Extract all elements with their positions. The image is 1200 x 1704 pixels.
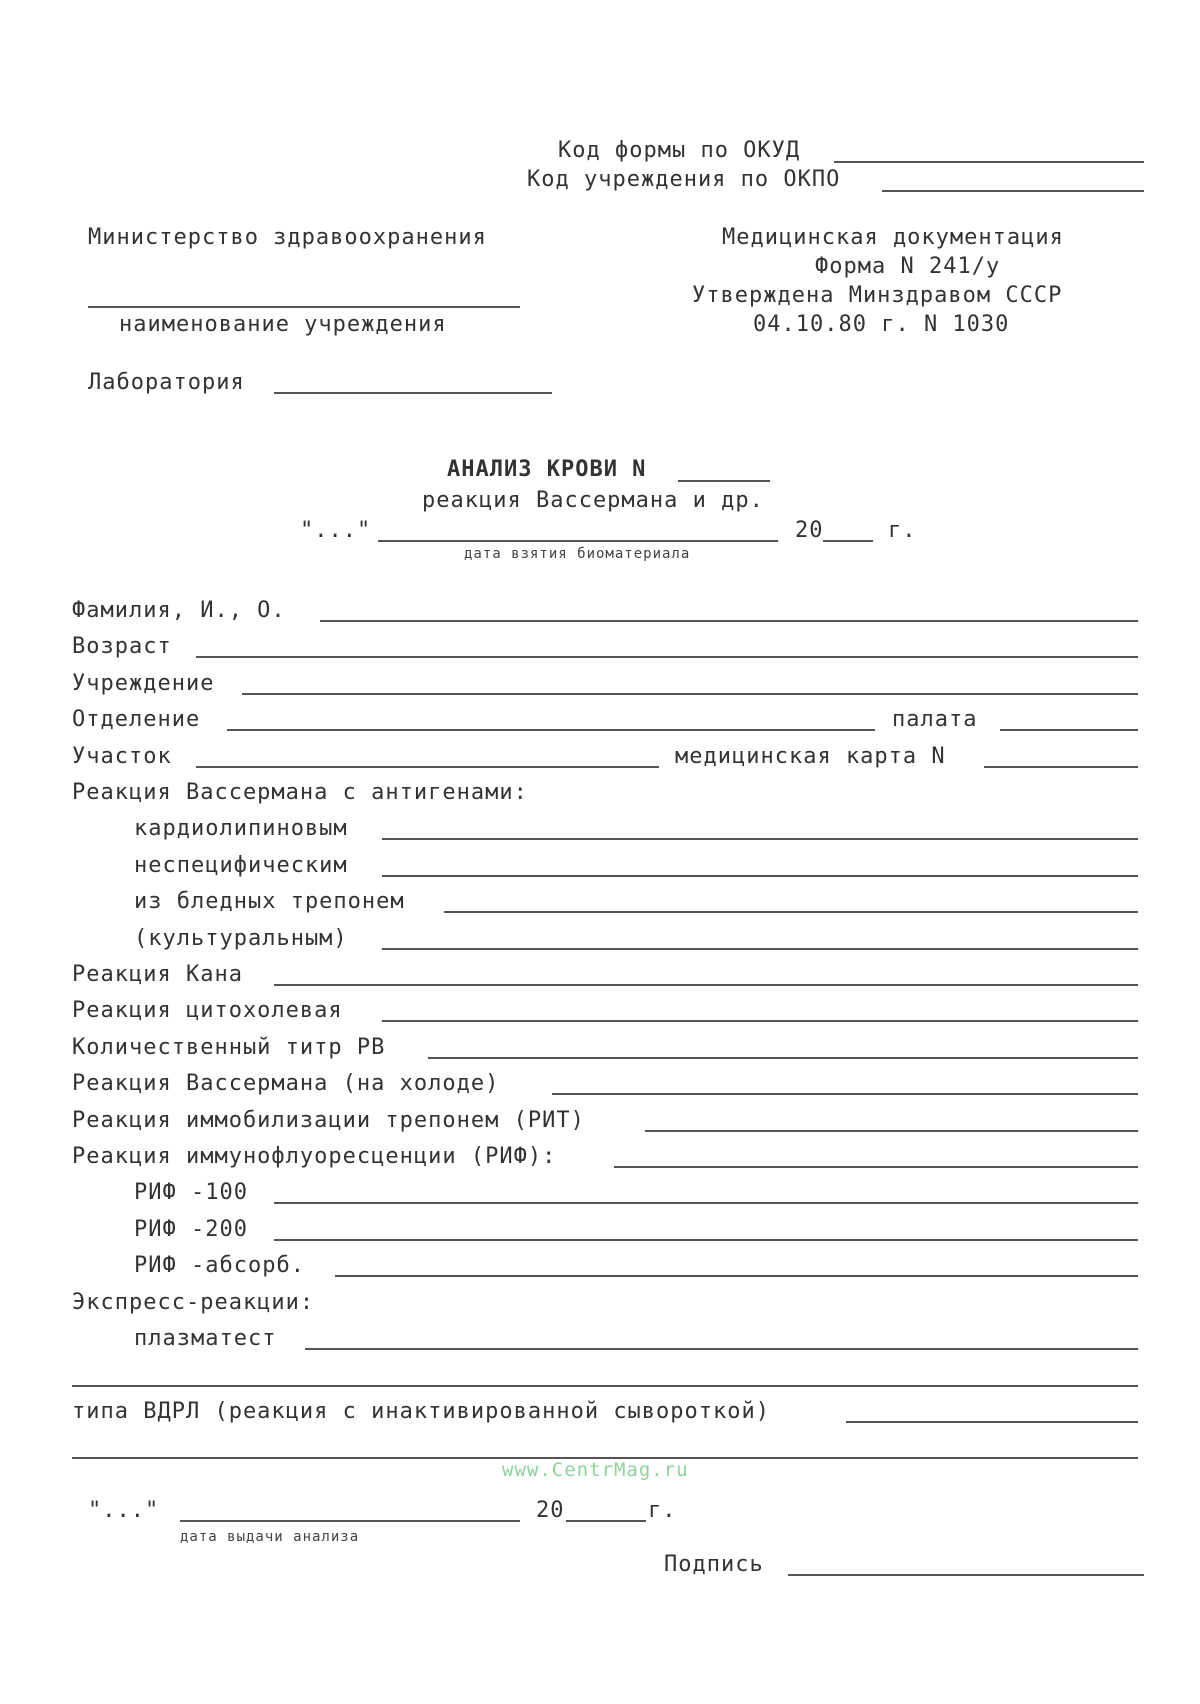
ministry-label: Министерство здравоохранения	[88, 225, 487, 250]
rif-label: Реакция иммунофлуоресценции (РИФ):	[72, 1144, 557, 1169]
rif100-field[interactable]	[274, 1202, 1138, 1204]
cardiolipin-field[interactable]	[382, 838, 1138, 840]
rif200-field[interactable]	[274, 1239, 1138, 1241]
rif200-label: РИФ -200	[134, 1217, 248, 1242]
okud-field[interactable]	[834, 161, 1144, 163]
fio-label: Фамилия, И., О.	[72, 598, 286, 623]
okpo-label: Код учреждения по ОКПО	[527, 167, 841, 192]
year-prefix: 20	[795, 518, 824, 543]
issue-date-caption: дата выдачи анализа	[180, 1529, 360, 1545]
kahn-label: Реакция Кана	[72, 962, 243, 987]
year-field[interactable]	[823, 540, 873, 542]
department-label: Отделение	[72, 707, 201, 732]
institution-label: Учреждение	[72, 671, 215, 696]
district-field[interactable]	[196, 766, 659, 768]
issue-year-field[interactable]	[566, 1520, 646, 1522]
page-subtitle: реакция Вассермана и др.	[422, 488, 764, 513]
wasserman-cold-label: Реакция Вассермана (на холоде)	[72, 1071, 500, 1096]
cultural-label: (культуральным)	[134, 926, 348, 951]
ward-label: палата	[892, 707, 978, 732]
institution-name-caption: наименование учреждения	[119, 312, 447, 337]
okud-label: Код формы по ОКУД	[558, 138, 801, 163]
wasserman-cold-field[interactable]	[552, 1093, 1138, 1095]
plasmatest-label: плазматест	[134, 1326, 277, 1351]
page-title: АНАЛИЗ КРОВИ N	[447, 457, 647, 482]
cardiolipin-label: кардиолипиновым	[134, 816, 348, 841]
laboratory-field[interactable]	[274, 392, 552, 394]
issue-year-suffix: г.	[648, 1498, 677, 1523]
med-card-field[interactable]	[984, 766, 1138, 768]
age-field[interactable]	[196, 656, 1138, 658]
form-number: Форма N 241/у	[815, 254, 1001, 279]
rif-abs-label: РИФ -абсорб.	[134, 1253, 305, 1278]
year-suffix: г.	[888, 518, 917, 543]
collection-date-field[interactable]	[378, 540, 778, 542]
nonspecific-field[interactable]	[382, 875, 1138, 877]
analysis-number-field[interactable]	[678, 480, 770, 482]
nonspecific-label: неспецифическим	[134, 853, 348, 878]
titer-label: Количественный титр РВ	[72, 1035, 386, 1060]
kahn-field[interactable]	[274, 984, 1138, 986]
signature-field[interactable]	[788, 1574, 1144, 1576]
vdrl-label: типа ВДРЛ (реакция с инактивированной сывороткой)	[72, 1399, 771, 1424]
issue-date-quote: "..."	[88, 1498, 160, 1523]
issue-date-field[interactable]	[180, 1520, 520, 1522]
collection-date-caption: дата взятия биоматериала	[464, 546, 691, 562]
date-quote: "..."	[300, 518, 372, 543]
department-field[interactable]	[227, 729, 875, 731]
rit-field[interactable]	[645, 1130, 1138, 1132]
approval-date: 04.10.80 г. N 1030	[753, 312, 1010, 337]
cultural-field[interactable]	[382, 948, 1138, 950]
pale-treponema-field[interactable]	[444, 911, 1138, 913]
laboratory-label: Лаборатория	[88, 370, 245, 395]
fio-field[interactable]	[320, 620, 1138, 622]
rit-label: Реакция иммобилизации трепонем (РИТ)	[72, 1108, 585, 1133]
med-card-label: медицинская карта N	[675, 744, 946, 769]
ward-field[interactable]	[1000, 729, 1138, 731]
age-label: Возраст	[72, 634, 172, 659]
cytocholic-label: Реакция цитохолевая	[72, 998, 343, 1023]
rif100-label: РИФ -100	[134, 1180, 248, 1205]
signature-label: Подпись	[664, 1552, 764, 1577]
plasmatest-continuation-field[interactable]	[72, 1385, 1138, 1387]
approved-by: Утверждена Минздравом СССР	[692, 283, 1063, 308]
institution-field[interactable]	[242, 693, 1138, 695]
okpo-field[interactable]	[882, 190, 1144, 192]
med-doc-label: Медицинская документация	[722, 225, 1064, 250]
pale-treponema-label: из бледных трепонем	[134, 889, 405, 914]
cytocholic-field[interactable]	[382, 1020, 1138, 1022]
district-label: Участок	[72, 744, 172, 769]
rif-field[interactable]	[614, 1166, 1138, 1168]
vdrl-field[interactable]	[846, 1421, 1138, 1423]
plasmatest-field[interactable]	[305, 1348, 1138, 1350]
issue-year-prefix: 20	[536, 1498, 565, 1523]
express-label: Экспресс-реакции:	[72, 1290, 315, 1315]
titer-field[interactable]	[428, 1057, 1138, 1059]
wasserman-antigens-label: Реакция Вассермана с антигенами:	[72, 780, 528, 805]
rif-abs-field[interactable]	[335, 1275, 1138, 1277]
institution-name-field[interactable]	[88, 306, 520, 308]
watermark: www.CentrMag.ru	[502, 1459, 689, 1481]
